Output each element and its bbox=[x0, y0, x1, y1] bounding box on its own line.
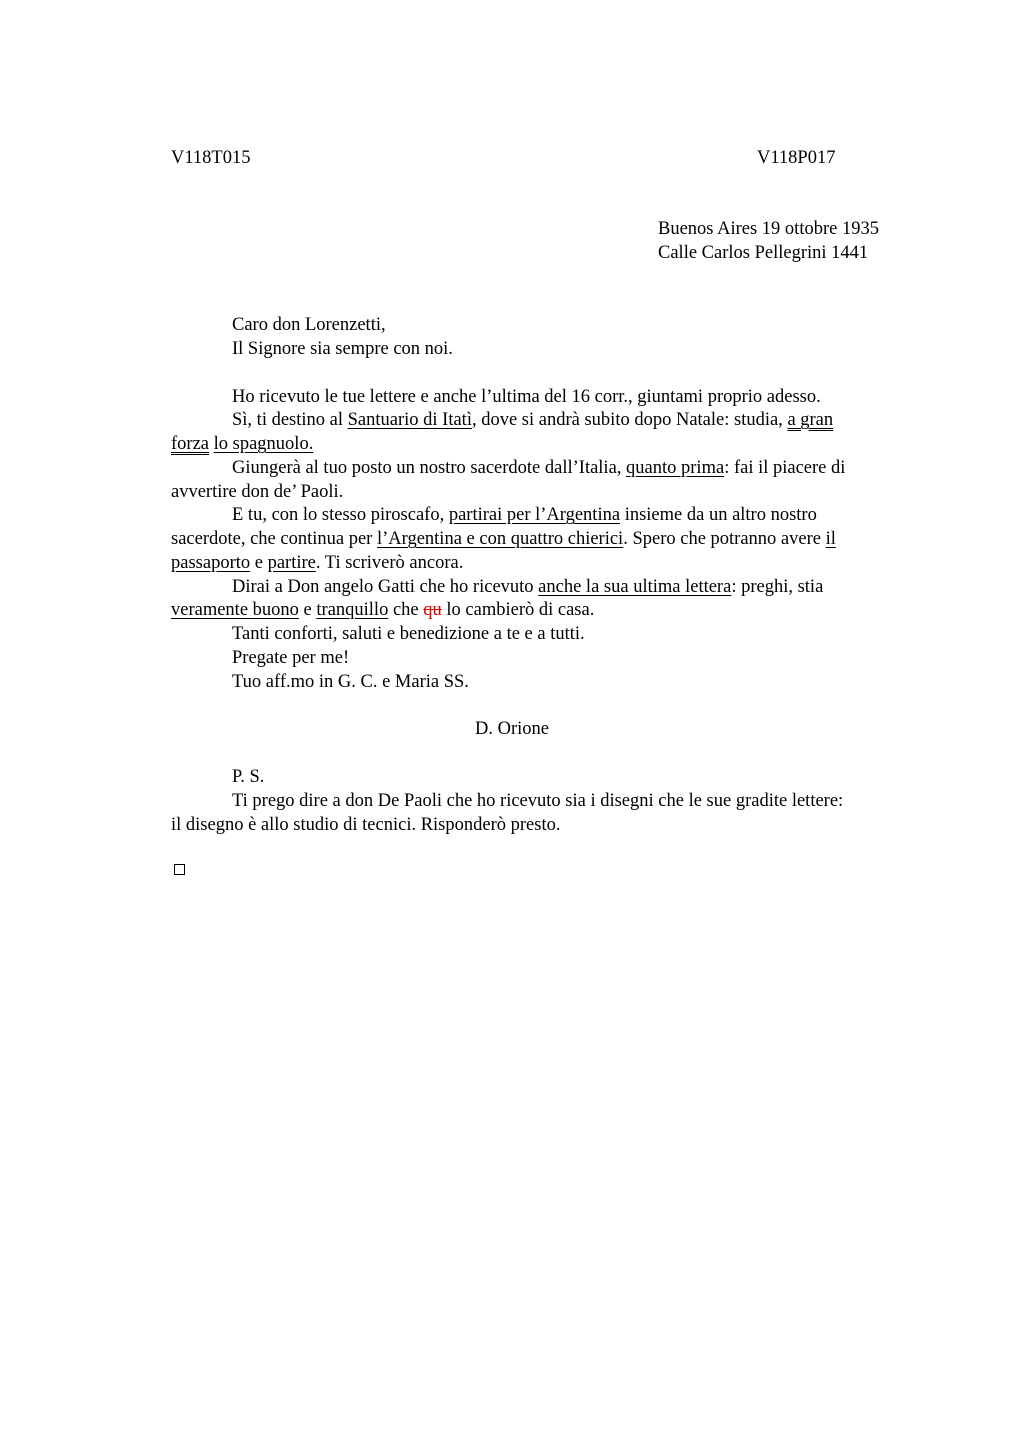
underlined-text: partirai per l’Argentina bbox=[448, 505, 621, 525]
underlined-text: passaporto bbox=[171, 553, 251, 573]
paragraph-4-line-1 bbox=[232, 503, 817, 527]
text-run: : fai il piacere di bbox=[724, 458, 846, 478]
paragraph-4-line-2 bbox=[171, 527, 836, 551]
postscript-label: P. S. bbox=[232, 767, 265, 787]
underlined-text: quanto prima bbox=[626, 458, 725, 478]
paragraph-5-line-2 bbox=[171, 598, 594, 622]
text-run: Giungerà al tuo posto un nostro sacerdote dall’Italia, bbox=[232, 458, 627, 478]
text-run: . Spero che potranno avere bbox=[623, 529, 826, 549]
paragraph-8: Tuo aff.mo in G. C. e Maria SS. bbox=[232, 672, 469, 692]
paragraph-2-line-1 bbox=[232, 408, 833, 432]
text-run: insieme da un altro nostro bbox=[620, 505, 817, 525]
underlined-text: veramente buono bbox=[171, 600, 299, 620]
text-run: che bbox=[388, 600, 424, 620]
double-underlined-text: forza bbox=[171, 434, 209, 454]
postscript-line-2: il disegno è allo studio di tecnici. Risponderò presto. bbox=[171, 815, 561, 835]
text-run: sacerdote, che continua per bbox=[171, 529, 377, 549]
text-run: Dirai a Don angelo Gatti che ho ricevuto bbox=[232, 577, 539, 597]
end-mark-square bbox=[174, 864, 185, 875]
salutation: Caro don Lorenzetti, bbox=[232, 315, 386, 335]
underlined-text: il bbox=[825, 529, 836, 549]
blessing: Il Signore sia sempre con noi. bbox=[232, 339, 453, 359]
date-line: Buenos Aires 19 ottobre 1935 bbox=[658, 219, 879, 239]
underlined-text: tranquillo bbox=[316, 600, 389, 620]
paragraph-7: Pregate per me! bbox=[232, 648, 350, 668]
text-run: e bbox=[250, 553, 268, 573]
paragraph-3-line-1 bbox=[232, 456, 845, 480]
underlined-text: Santuario di Itatì bbox=[347, 410, 472, 430]
underlined-text: anche la sua ultima lettera bbox=[538, 577, 732, 597]
paragraph-5-line-1 bbox=[232, 575, 823, 599]
signature: D. Orione bbox=[475, 719, 549, 739]
paragraph-3-line-2: avvertire don de’ Paoli. bbox=[171, 482, 344, 502]
underlined-text: partire bbox=[267, 553, 316, 573]
text-run: Sì, ti destino al bbox=[232, 410, 348, 430]
text-run: E tu, con lo stesso piroscafo, bbox=[232, 505, 449, 525]
text-run: : preghi, stia bbox=[731, 577, 824, 597]
double-underlined-text: a gran bbox=[787, 410, 834, 430]
street-line: Calle Carlos Pellegrini 1441 bbox=[658, 243, 869, 263]
struck-out-text: qu bbox=[423, 600, 442, 620]
underlined-text: lo spagnuolo. bbox=[213, 434, 314, 454]
text-run: , dove si andrà subito dopo Natale: studia, bbox=[471, 410, 788, 430]
paragraph-6: Tanti conforti, saluti e benedizione a te e a tutti. bbox=[232, 624, 585, 644]
document-code-right: V118P017 bbox=[757, 148, 836, 168]
document-code-left: V118T015 bbox=[171, 148, 251, 168]
paragraph-2-line-2 bbox=[171, 432, 313, 456]
text-run: e bbox=[298, 600, 317, 620]
text-run: lo cambierò di casa. bbox=[441, 600, 595, 620]
paragraph-1: Ho ricevuto le tue lettere e anche l’ultima del 16 corr., giuntami proprio adesso. bbox=[232, 387, 821, 407]
paragraph-4-line-3 bbox=[171, 551, 463, 575]
text-run: . Ti scriverò ancora. bbox=[315, 553, 464, 573]
postscript-line-1: Ti prego dire a don De Paoli che ho ricevuto sia i disegni che le sue gradite lettere: bbox=[232, 791, 844, 811]
underlined-text: l’Argentina e con quattro chierici bbox=[376, 529, 624, 549]
